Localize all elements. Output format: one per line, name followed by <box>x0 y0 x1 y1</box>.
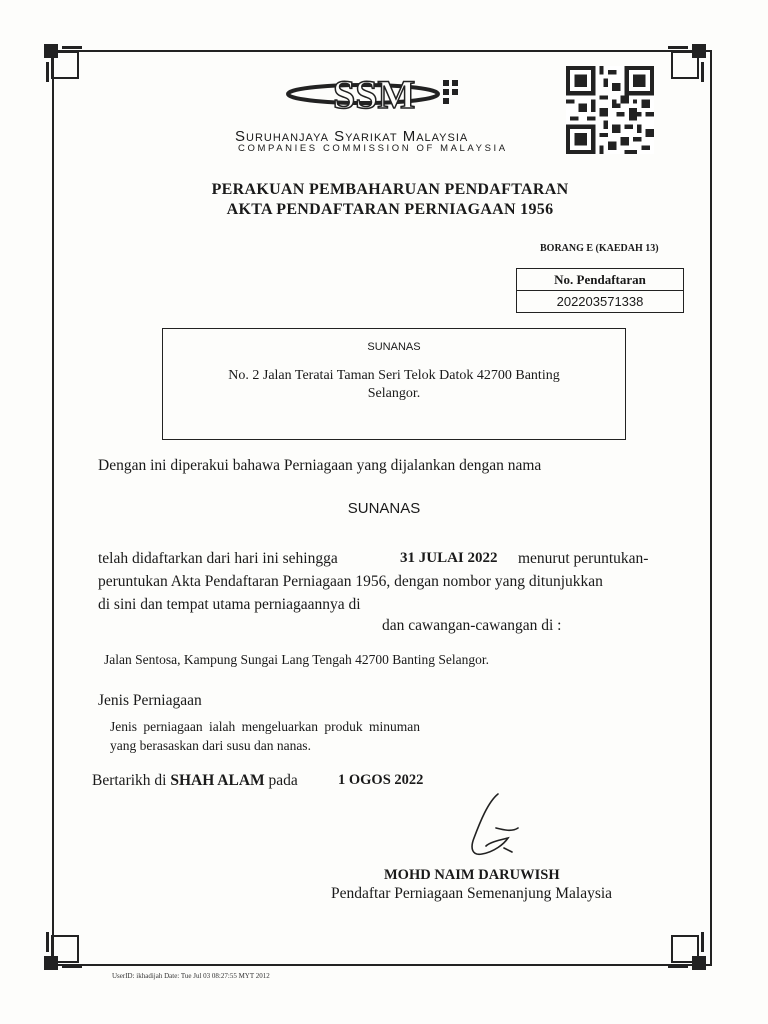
dated-mid: pada <box>268 772 298 789</box>
expiry-date: 31 JULAI 2022 <box>400 550 498 566</box>
org-name-english: COMPANIES COMMISSION OF MALAYSIA <box>238 143 508 154</box>
intro-text: Dengan ini diperakui bahawa Perniagaan yang dijalankan dengan nama <box>98 457 542 474</box>
certificate-title-line1: PERAKUAN PEMBAHARUAN PENDAFTARAN <box>211 181 569 198</box>
registration-text-line3: di sini dan tempat utama perniagaannya di <box>98 596 361 613</box>
corner-ornament-bottom-right <box>664 928 708 972</box>
corner-ornament-bottom-left <box>42 928 86 972</box>
business-type-line2: yang berasaskan dari susu dan nanas. <box>110 738 311 753</box>
dated-place: SHAH ALAM <box>170 772 265 789</box>
logo-text: SSM <box>333 72 416 117</box>
business-type-line1: Jenis perniagaan ialah mengeluarkan produk minuman <box>110 719 421 734</box>
address-business-name: SUNANAS <box>367 341 421 353</box>
registration-number-box <box>516 268 684 313</box>
business-type-label: Jenis Perniagaan <box>98 692 202 709</box>
signatory-name: MOHD NAIM DARUWISH <box>384 867 560 883</box>
business-name: SUNANAS <box>347 500 421 517</box>
qr-code <box>566 66 654 154</box>
signatory-title: Pendaftar Perniagaan Semenanjung Malaysia <box>331 885 613 902</box>
corner-ornament-top-left <box>42 42 86 86</box>
branch-address: Jalan Sentosa, Kampung Sungai Lang Tengah 42700 Banting Selangor. <box>104 652 490 667</box>
form-reference: BORANG E (KAEDAH 13) <box>540 243 659 254</box>
business-address-box <box>162 328 626 440</box>
registration-text-end: menurut peruntukan- <box>518 550 649 567</box>
issue-date: 1 OGOS 2022 <box>338 772 424 788</box>
registration-number-label: No. Pendaftaran <box>517 269 683 291</box>
business-address: No. 2 Jalan Teratai Taman Seri Telok Datok 42700 Banting Selangor. <box>228 368 560 401</box>
registration-number-value: 202203571338 <box>556 294 644 309</box>
branch-label: dan cawangan-cawangan di : <box>382 617 562 634</box>
signature <box>460 788 530 868</box>
dated-prefix: Bertarikh di <box>92 772 167 789</box>
dated-line <box>92 772 298 790</box>
certificate-title-line2: AKTA PENDAFTARAN PERNIAGAAN 1956 <box>226 201 554 218</box>
registration-text-start: telah didaftarkan dari hari ini sehingga <box>98 550 338 567</box>
ssm-logo <box>285 68 485 118</box>
registration-text-line2: peruntukan Akta Pendaftaran Perniagaan 1956, dengan nombor yang ditunjukkan <box>98 573 603 590</box>
corner-ornament-top-right <box>664 42 708 86</box>
footer-user-info: UserID: ikhadijah Date: Tue Jul 03 08:27:55 MYT 2012 <box>112 972 270 980</box>
org-name-malay: Suruhanjaya Syarikat Malaysia <box>235 128 469 145</box>
